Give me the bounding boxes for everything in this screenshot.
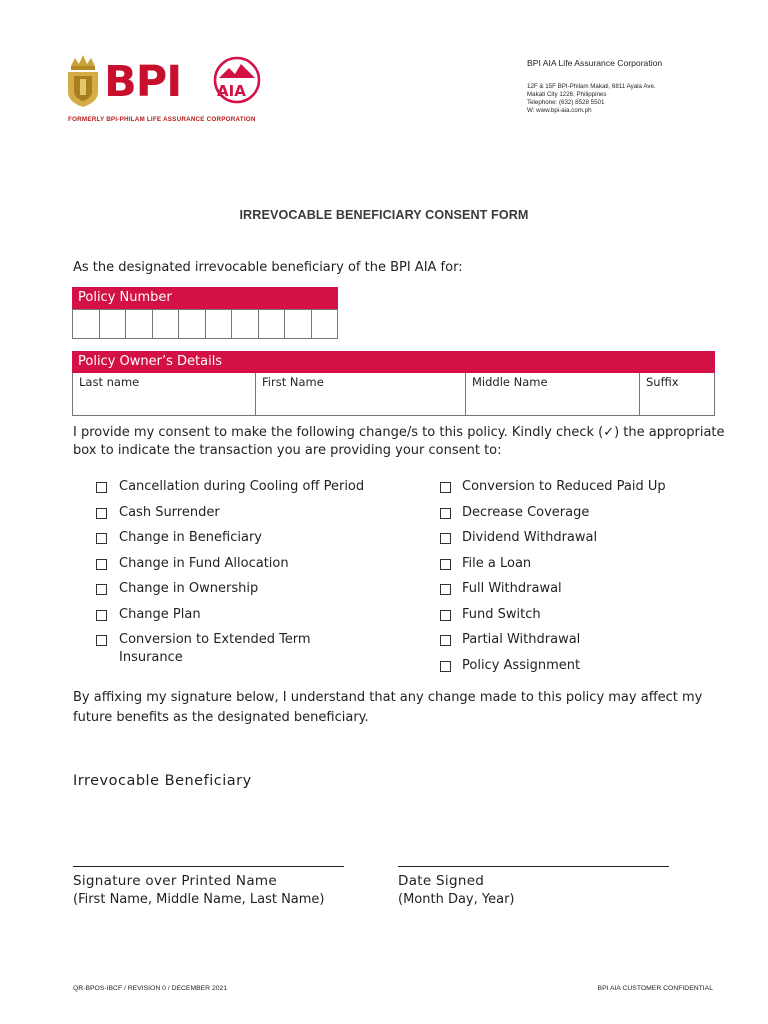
- policy-digit-box[interactable]: [100, 310, 127, 338]
- website-line: W: www.bpi-aia.com.ph: [527, 107, 592, 114]
- middle-name-label: Middle Name: [472, 375, 548, 389]
- checkbox-cancellation-cooling-off[interactable]: [96, 482, 107, 493]
- option-label: Conversion to Reduced Paid Up: [462, 479, 666, 494]
- checkbox-decrease-coverage[interactable]: [440, 508, 451, 519]
- policy-digit-box[interactable]: [232, 310, 259, 338]
- checkbox-fund-switch[interactable]: [440, 610, 451, 621]
- company-name: BPI AIA Life Assurance Corporation: [527, 58, 663, 68]
- suffix-field[interactable]: [640, 373, 714, 415]
- owner-details-table: [72, 373, 715, 416]
- date-hint: (Month Day, Year): [398, 892, 515, 907]
- checkbox-partial-withdrawal[interactable]: [440, 635, 451, 646]
- option-label: Full Withdrawal: [462, 581, 562, 596]
- first-name-label: First Name: [262, 375, 324, 389]
- checkbox-full-withdrawal[interactable]: [440, 584, 451, 595]
- option-label: Dividend Withdrawal: [462, 530, 598, 545]
- policy-digit-box[interactable]: [259, 310, 286, 338]
- checkbox-policy-assignment[interactable]: [440, 661, 451, 672]
- telephone-line: Telephone: (632) 8528 5501: [527, 99, 605, 106]
- bpi-logo: [64, 52, 194, 110]
- option-label-continuation: Insurance: [119, 650, 183, 665]
- signature-line[interactable]: [73, 866, 344, 867]
- policy-digit-box[interactable]: [179, 310, 206, 338]
- intro-text: As the designated irrevocable beneficiary of the BPI AIA for:: [73, 260, 463, 275]
- option-label: Conversion to Extended Term: [119, 632, 311, 647]
- affix-text-line: future benefits as the designated beneficiary.: [73, 710, 369, 725]
- checkbox-change-fund-allocation[interactable]: [96, 559, 107, 570]
- checkbox-change-plan[interactable]: [96, 610, 107, 621]
- policy-digit-box[interactable]: [285, 310, 312, 338]
- checkbox-change-beneficiary[interactable]: [96, 533, 107, 544]
- aia-logo: [209, 54, 265, 104]
- checkbox-conversion-extended-term[interactable]: [96, 635, 107, 646]
- option-label: Cancellation during Cooling off Period: [119, 479, 365, 494]
- policy-number-header: Policy Number: [72, 287, 338, 309]
- option-label: Change Plan: [119, 607, 201, 622]
- last-name-label: Last name: [79, 375, 140, 389]
- option-label: Partial Withdrawal: [462, 632, 581, 647]
- option-label: Cash Surrender: [119, 505, 220, 520]
- signature-hint: (First Name, Middle Name, Last Name): [73, 892, 325, 907]
- affix-text-line: By affixing my signature below, I understand that any change made to this policy may affect my: [73, 690, 703, 705]
- date-line[interactable]: [398, 866, 669, 867]
- last-name-field[interactable]: [73, 373, 256, 415]
- option-label: Change in Ownership: [119, 581, 259, 596]
- checkbox-change-ownership[interactable]: [96, 584, 107, 595]
- suffix-label: Suffix: [646, 375, 679, 389]
- checkbox-dividend-withdrawal[interactable]: [440, 533, 451, 544]
- option-label: File a Loan: [462, 556, 532, 571]
- signature-label: Signature over Printed Name: [73, 873, 277, 889]
- checkbox-cash-surrender[interactable]: [96, 508, 107, 519]
- policy-number-boxes: [72, 309, 338, 339]
- policy-digit-box[interactable]: [126, 310, 153, 338]
- bpi-wordmark: BPI: [104, 57, 182, 107]
- address-line: Makati City 1226, Philippines: [527, 91, 607, 98]
- bpi-crest-icon: [64, 52, 102, 108]
- consent-text-line: I provide my consent to make the following change/s to this policy. Kindly check (✓) the appropriate: [73, 425, 725, 440]
- checkbox-conversion-reduced-paid-up[interactable]: [440, 482, 451, 493]
- first-name-field[interactable]: [256, 373, 466, 415]
- checkbox-file-loan[interactable]: [440, 559, 451, 570]
- form-title: IRREVOCABLE BENEFICIARY CONSENT FORM: [239, 208, 529, 222]
- beneficiary-heading: Irrevocable Beneficiary: [73, 773, 252, 789]
- option-label: Policy Assignment: [462, 658, 581, 673]
- consent-text-line: box to indicate the transaction you are providing your consent to:: [73, 443, 502, 458]
- confidential-notice: BPI AIA CUSTOMER CONFIDENTIAL: [597, 985, 713, 992]
- middle-name-field[interactable]: [466, 373, 640, 415]
- policy-digit-box[interactable]: [153, 310, 180, 338]
- policy-digit-box[interactable]: [312, 310, 338, 338]
- formerly-caption: FORMERLY BPI-PHILAM LIFE ASSURANCE CORPORATION: [68, 116, 256, 123]
- option-label: Change in Beneficiary: [119, 530, 262, 545]
- aia-wordmark: AIA: [217, 82, 246, 100]
- option-label: Fund Switch: [462, 607, 541, 622]
- policy-digit-box[interactable]: [73, 310, 100, 338]
- form-code: QR-BPOS-IBCF / REVISION 0 / DECEMBER 2021: [73, 985, 228, 992]
- policy-digit-box[interactable]: [206, 310, 233, 338]
- option-label: Decrease Coverage: [462, 505, 590, 520]
- option-label: Change in Fund Allocation: [119, 556, 289, 571]
- date-label: Date Signed: [398, 873, 485, 889]
- address-line: 12F & 15F BPI-Philam Makati, 6811 Ayala Ave.: [527, 83, 656, 90]
- owner-details-header: Policy Owner’s Details: [72, 351, 715, 373]
